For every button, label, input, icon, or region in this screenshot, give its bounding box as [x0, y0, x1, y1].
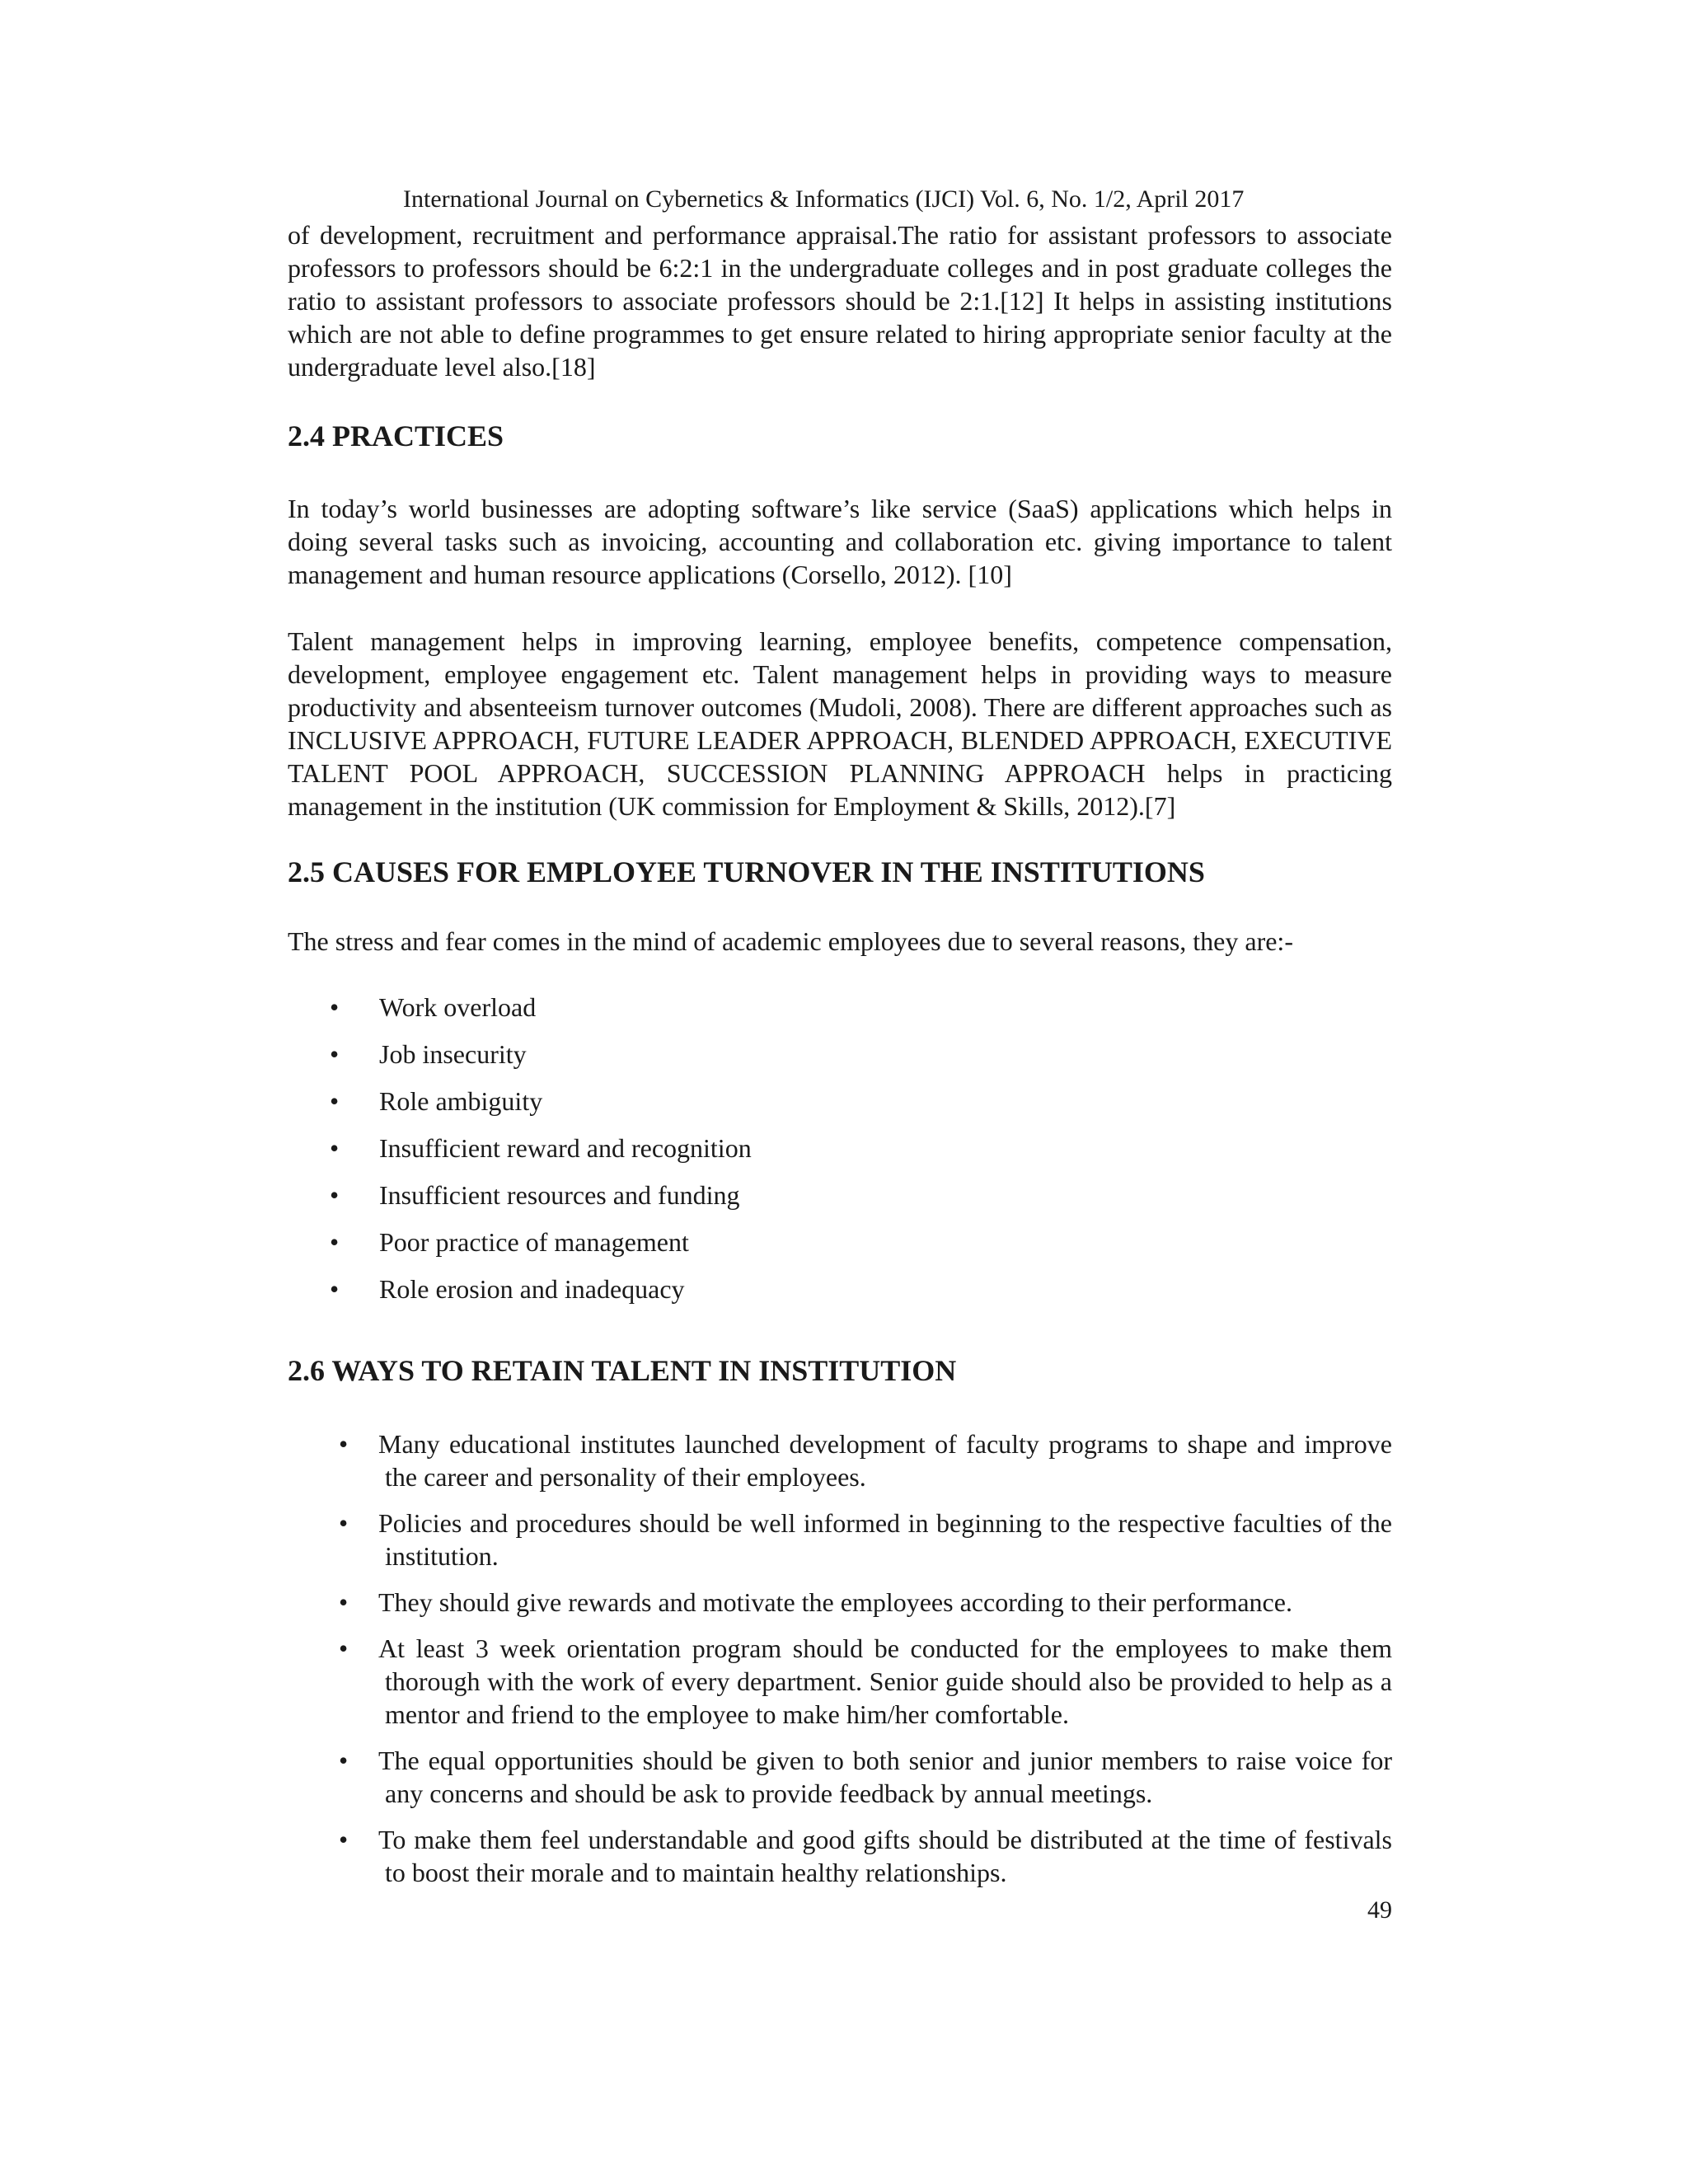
bullet-icon: • — [339, 1633, 349, 1663]
list-item-text: Work overload — [379, 992, 537, 1022]
list-item-text: Role erosion and inadequacy — [379, 1274, 685, 1304]
list-item-text: At least 3 week orientation program should be conducted for the employees to make them thorough with the work of every department. Senior guide should also be provided to help as a mentor and friend to the employee to make him/her comfortable. — [378, 1633, 1392, 1729]
list-item — [288, 1507, 1392, 1572]
causes-list — [288, 991, 752, 1319]
list-item-text: They should give rewards and motivate the employees according to their performance. — [378, 1587, 1292, 1617]
list-item — [288, 1586, 1392, 1619]
bullet-icon: • — [330, 1227, 340, 1257]
list-item-text: Many educational institutes launched development of faculty programs to shape and improve the career and personality of their employees. — [378, 1429, 1392, 1492]
list-item — [288, 1823, 1392, 1889]
list-item-text: To make them feel understandable and good gifts should be distributed at the time of festivals to boost their morale and to maintain healthy relationships. — [378, 1825, 1392, 1887]
causes-intro-paragraph: The stress and fear comes in the mind of academic employees due to several reasons, they are:- — [288, 926, 1293, 956]
practices-paragraph-2: Talent management helps in improving learning, employee benefits, competence compensation, development, employee engagement etc. Talent management helps in providing ways to measure productivity and absenteeism turnover outcomes (Mudoli, 2008). There are different approaches such as INCLUSIVE APPROACH, FUTURE LEADER APPROACH, BLENDED APPROACH, EXECUTIVE TALENT POOL APPROACH, SUCCESSION PLANNING APPROACH helps in practicing management in the institution (UK commission for Employment & Skills, 2012).[7] — [288, 626, 1392, 821]
bullet-icon: • — [330, 1039, 340, 1069]
list-item-text: Role ambiguity — [379, 1086, 543, 1116]
list-item-text: Job insecurity — [379, 1039, 527, 1069]
list-item — [288, 1744, 1392, 1810]
list-item — [288, 1632, 1392, 1731]
section-heading-2-4: 2.4 PRACTICES — [288, 419, 504, 452]
bullet-icon: • — [330, 1086, 340, 1116]
bullet-icon: • — [339, 1587, 349, 1617]
list-item-text: Insufficient reward and recognition — [379, 1133, 752, 1163]
list-item — [288, 1272, 752, 1319]
list-item — [288, 991, 752, 1038]
bullet-icon: • — [339, 1429, 349, 1459]
list-item — [288, 1085, 752, 1132]
list-item — [288, 1179, 752, 1226]
bullet-icon: • — [330, 1180, 340, 1210]
bullet-icon: • — [330, 1133, 340, 1163]
list-item — [288, 1226, 752, 1272]
section-heading-2-6: 2.6 WAYS TO RETAIN TALENT IN INSTITUTION — [288, 1354, 957, 1387]
running-header: International Journal on Cybernetics & Informatics (IJCI) Vol. 6, No. 1/2, April 2017 — [403, 185, 1245, 213]
bullet-icon: • — [339, 1508, 349, 1538]
bullet-icon: • — [339, 1746, 349, 1775]
bullet-icon: • — [339, 1825, 349, 1854]
intro-paragraph: of development, recruitment and performance appraisal.The ratio for assistant professors to associate professors to professors should be 6:2:1 in the undergraduate colleges and in post graduate colleges the ratio to assistant professors to associate professors should be 2:1.[12] It helps in assisting institutions which are not able to define programmes to get ensure related to hiring appropriate senior faculty at the undergraduate level also.[18] — [288, 220, 1392, 382]
bullet-icon: • — [330, 1274, 340, 1304]
list-item-text: The equal opportunities should be given to both senior and junior members to raise voice for any concerns and should be ask to provide feedback by annual meetings. — [378, 1746, 1392, 1808]
bullet-icon: • — [330, 992, 340, 1022]
page-number: 49 — [1367, 1896, 1392, 1924]
practices-paragraph-1: In today’s world businesses are adopting software’s like service (SaaS) applications which helps in doing several tasks such as invoicing, accounting and collaboration etc. giving importance to talent management and human resource applications (Corsello, 2012). [10] — [288, 494, 1392, 589]
list-item-text: Policies and procedures should be well informed in beginning to the respective faculties of the institution. — [378, 1508, 1392, 1571]
list-item — [288, 1427, 1392, 1493]
list-item — [288, 1038, 752, 1085]
list-item-text: Insufficient resources and funding — [379, 1180, 740, 1210]
ways-list — [288, 1427, 1392, 1902]
section-heading-2-5: 2.5 CAUSES FOR EMPLOYEE TURNOVER IN THE INSTITUTIONS — [288, 855, 1205, 888]
list-item — [288, 1132, 752, 1179]
list-item-text: Poor practice of management — [379, 1227, 689, 1257]
